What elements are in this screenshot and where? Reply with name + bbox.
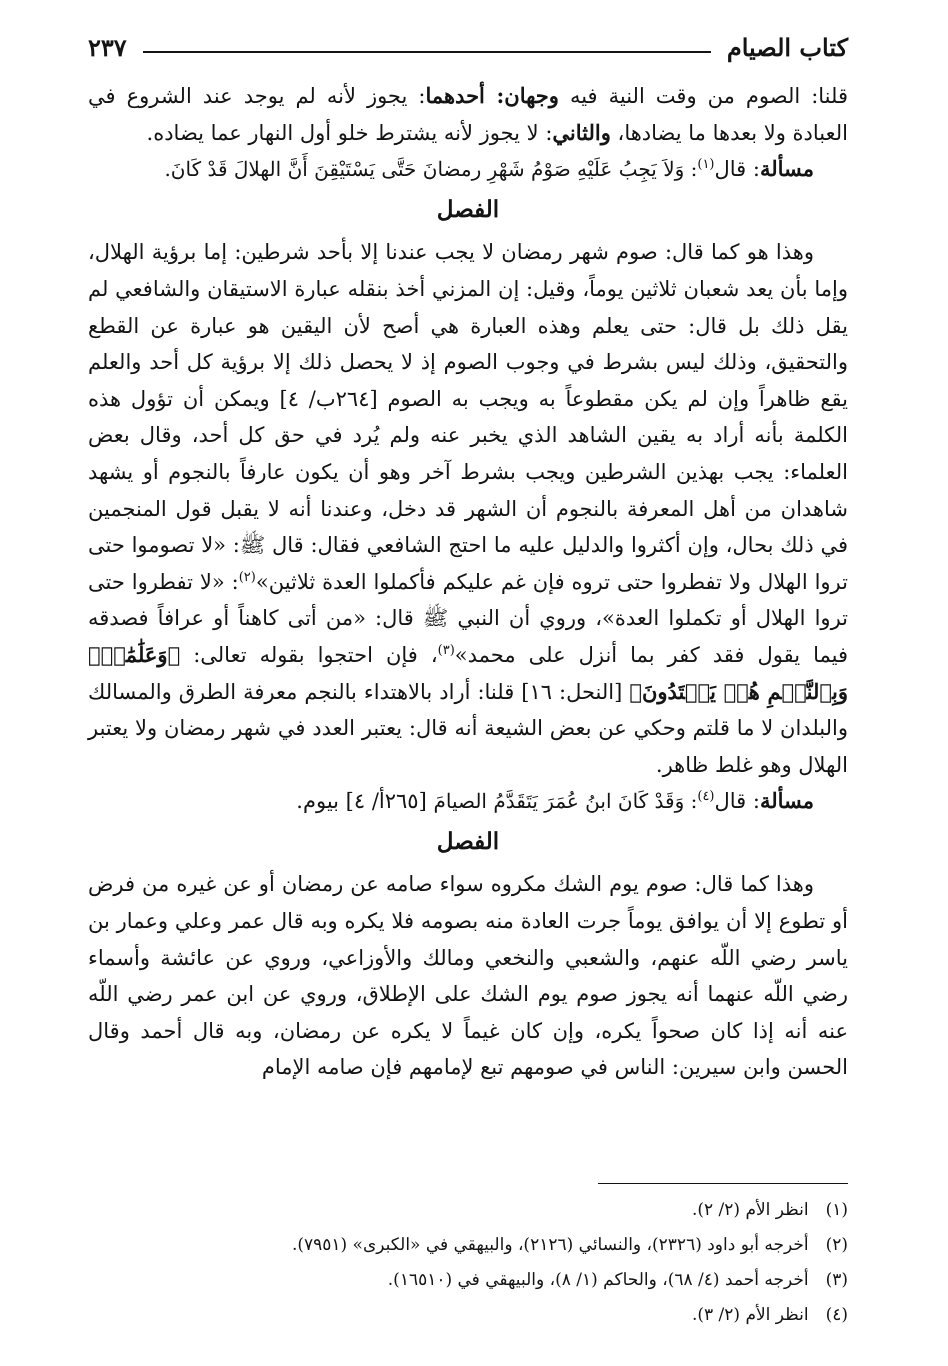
footnote-number: (٤): [825, 1305, 848, 1325]
footnote-text: أخرجه أبو داود (٢٣٢٦)، والنسائي (٢١٢٦)، والبيهقي في «الكبرى» (٧٩٥١).: [291, 1235, 809, 1255]
issue-label: مسألة: [759, 788, 814, 814]
footnote-text: انظر الأم (٢/ ٣).: [691, 1305, 809, 1325]
issue-paragraph: [88, 783, 848, 820]
footnote-number: (٣): [825, 1270, 848, 1290]
matn-quote: : وَلاَ يَجِبُ عَلَيْهِ صَوْمُ شَهْرِ رمضانَ حَتَّى يَسْتَيْقِنَ أَنَّ الهلالَ قَدْ كَانَ.: [164, 157, 698, 182]
text-run: : يجوز لأنه لم يوجد عند الشروع في العبادة ولا بعدها ما يضادها،: [88, 84, 848, 145]
footnotes: [88, 1193, 848, 1333]
chapter-title: كتاب الصيام: [726, 33, 848, 62]
footnote-number: (٢): [825, 1235, 848, 1255]
paragraph-intro: [88, 78, 848, 151]
main-text: [88, 78, 848, 1086]
bold-term: والثاني: [552, 119, 611, 145]
text-run: [النحل: ١٦] قلنا: أراد بالاهتداء بالنجم معرفة الطرق والمسالك والبلدان لا ما قلتم وحكي عن بعض الشيعة أنه قال: يعتبر العدد في شهر رمضان ولا يعتبر الهلال وهو غلط ظاهر.: [88, 679, 848, 777]
header-rule: [143, 51, 711, 53]
quran-verse: ﴿وَعَلَٰمَٰتٍۚ وَبِٱلنَّجۡمِ هُمۡ يَهۡتَدُونَ﴾: [88, 641, 848, 704]
footnote-item: [88, 1193, 848, 1228]
footnote-text: أخرجه أحمد (٤/ ٦٨)، والحاكم (١/ ٨)، والبيهقي في (١٦٥١٠).: [387, 1270, 809, 1290]
section-paragraph: [88, 866, 848, 1086]
footnote-number: (١): [825, 1200, 848, 1220]
section-heading: الفصل: [436, 195, 500, 223]
text-run: : «لا تفطروا حتى تروا الهلال أو تكملوا العدة»، وروي أن النبي ﷺ قال: «من أتى كاهناً أو عرافاً فصدقه فيما يقول فقد كفر بما أنزل على محمد»: [88, 569, 848, 667]
text-run: : قال: [714, 789, 760, 814]
bold-term: وجهان: أحدهما: [425, 83, 559, 108]
section-paragraph: [88, 234, 848, 783]
footnote-item: [88, 1298, 848, 1333]
footnote-separator: [598, 1183, 848, 1184]
footnote-ref: (١): [697, 157, 715, 173]
issue-paragraph: [88, 151, 848, 188]
running-header: [88, 22, 848, 62]
text-run: [٢٦٥أ/ ٤] بيوم.: [296, 789, 434, 814]
matn-quote: : وَقَدْ كَانَ ابنُ عُمَرَ يَتَقَدَّمُ الصيامَ: [433, 789, 698, 814]
footnote-ref: (٣): [437, 642, 455, 658]
footnote-text: انظر الأم (٢/ ٢).: [691, 1200, 809, 1220]
footnote-ref: (٢): [238, 569, 256, 585]
text-run: ، فإن احتجوا بقوله تعالى:: [180, 642, 438, 667]
text-run: : لا يجوز لأنه يشترط خلو أول النهار عما يضاده.: [146, 120, 553, 145]
footnote-item: [88, 1228, 848, 1263]
section-heading: الفصل: [436, 827, 500, 855]
footnote-ref: (٤): [697, 789, 715, 805]
text-run: وهذا كما قال: صوم يوم الشك مكروه سواء صامه عن رمضان أو عن غيره من فرض أو تطوع إلا أن يوافق يوماً جرت العادة منه بصومه فلا يكره وبه قال عمر وعلي وعمار بن ياسر رضي اللّه عنهم، والشعبي والنخعي ومالك والأوزاعي، وروي عن عائشة وأسماء رضي اللّه عنهما أنه يجوز صوم يوم الشك على الإطلاق، وروي عن ابن عمر رضي اللّه عنه أنه إذا كان صحواً يكره، وإن كان غيماً لا يكره عن رمضان، وبه قال أحمد وقال الحسن وابن سيرين: الناس في صومهم تبع لإمامهم فإن صامه الإمام: [88, 872, 848, 1080]
text-run: قلنا: الصوم من وقت النية فيه: [558, 84, 849, 108]
issue-label: مسألة: [759, 156, 814, 182]
text-run: وهذا هو كما قال: صوم شهر رمضان لا يجب عندنا إلا بأحد شرطين: إما برؤية الهلال، وإما بأن يعد شعبان ثلاثين يوماً، وقيل: إن المزني أخذ بنقله عبارة الاستيقان والشافعي لم يقل ذلك بل قال: حتى يعلم وهذه العبارة هي أصح لأن اليقين هو عبارة عن القطع والتحقيق، وذلك ليس بشرط في وجوب الصوم إذ لا يحصل ذلك إلا برؤية كل أحد والعلم يقع ظاهراً وإن لم يكن مقطوعاً به ويجب به الصوم [٢٦٤ب/ ٤] ويمكن أن تؤول هذه الكلمة بأنه أراد به يقين الشاهد الذي يخبر عنه ولم يُرد في حق كل أحد، وقال بعض العلماء: يجب بهذين الشرطين ويجب بشرط آخر وهو أن يكون عارفاً بالنجوم أو يشهد شاهدان من أهل المعرفة بالنجوم أن الشهر قد دخل، وعندنا أنه لا يقبل قول المنجمين في ذلك بحال، وإن أكثروا والدليل عليه ما احتج الشافعي فقال: قال ﷺ: «لا تصوموا حتى تروا الهلال ولا تفطروا حتى تروه فإن غم عليكم فأكملوا العدة ثلاثين»: [88, 240, 848, 594]
footnote-item: [88, 1263, 848, 1298]
text-run: : قال: [714, 157, 760, 182]
page-number: ٢٣٧: [88, 33, 127, 62]
